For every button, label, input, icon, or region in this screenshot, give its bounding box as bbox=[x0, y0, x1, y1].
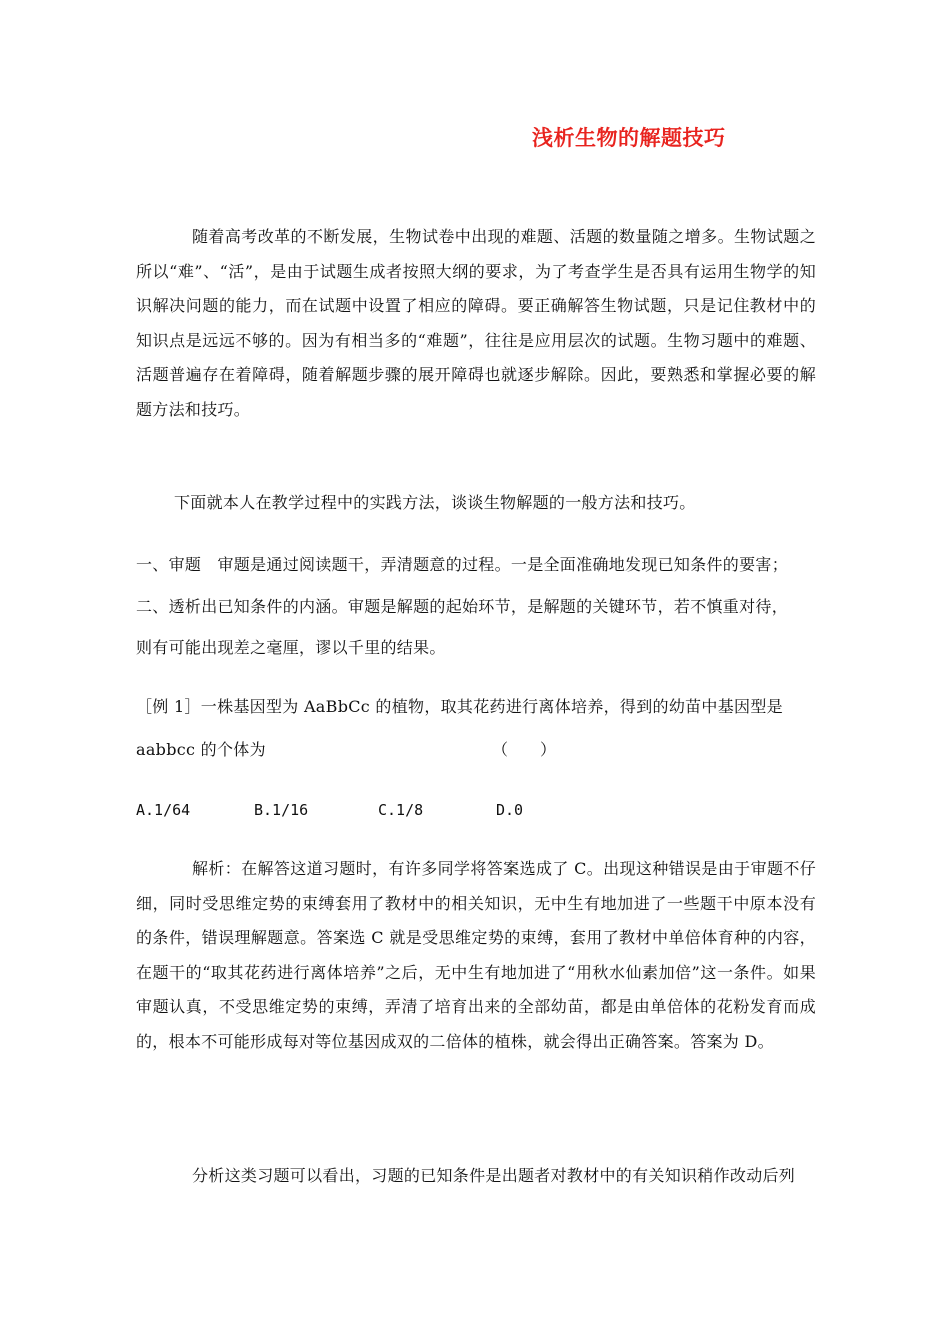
option-a: A.1/64 bbox=[136, 801, 191, 819]
example1-question-line2: aabbcc 的个体为 bbox=[136, 740, 266, 759]
document-title: 浅析生物的解题技巧 bbox=[532, 126, 726, 150]
option-d: D.0 bbox=[496, 801, 524, 819]
lead-paragraph: 下面就本人在教学过程中的实践方法，谈谈生物解题的一般方法和技巧。 bbox=[174, 493, 696, 512]
intro-paragraph: 随着高考改革的不断发展，生物试卷中出现的难题、活题的数量随之增多。生物试题之所以“难”、“活”，是由于试题生成者按照大纲的要求，为了考查学生是否具有运用生物学的知识解决问题的能力，而在试题中设置了相应的障碍。要正确解答生物试题，只是记住教材中的知识点是远远不够的。因为有相当多的“难题”，往往是应用层次的试题。生物习题中的难题、活题普遍存在着障碍，随着解题步骤的展开障碍也就逐步解除。因此，要熟悉和掌握必要的解题方法和技巧。 bbox=[136, 227, 816, 419]
option-c: C.1/8 bbox=[378, 801, 424, 819]
analysis-paragraph: 解析：在解答这道习题时，有许多同学将答案选成了 C。出现这种错误是由于审题不仔细，同时受思维定势的束缚套用了教材中的相关知识，无中生有地加进了一些题干中原本没有的条件，错误理解题意。答案选 C 就是受思维定势的束缚，套用了教材中单倍体育种的内容，在题干的“取其花药进行离体培养”之后，无中生有地加进了“用秋水仙素加倍”这一条件。如果审题认真，不受思维定势的束缚，弄清了培育出来的全部幼苗，都是由单倍体的花粉发育而成的，根本不可能形成每对等位基因成双的二倍体的植株，就会得出正确答案。答案为 D。 bbox=[136, 859, 816, 1051]
section1-line2: 二、透析出已知条件的内涵。审题是解题的起始环节，是解题的关键环节，若不慎重对待， bbox=[136, 597, 789, 616]
section1-line3: 则有可能出现差之毫厘，谬以千里的结果。 bbox=[136, 638, 446, 657]
section1-line1: 一、审题 审题是通过阅读题干，弄清题意的过程。一是全面准确地发现已知条件的要害； bbox=[136, 555, 789, 574]
example1-question-line1: ［例 1］一株基因型为 AaBbCc 的植物，取其花药进行离体培养，得到的幼苗中基因型是 bbox=[136, 697, 783, 716]
option-b: B.1/16 bbox=[254, 801, 309, 819]
final-paragraph: 分析这类习题可以看出，习题的已知条件是出题者对教材中的有关知识稍作改动后列 bbox=[192, 1166, 796, 1185]
answer-blank: （ ） bbox=[492, 740, 557, 759]
